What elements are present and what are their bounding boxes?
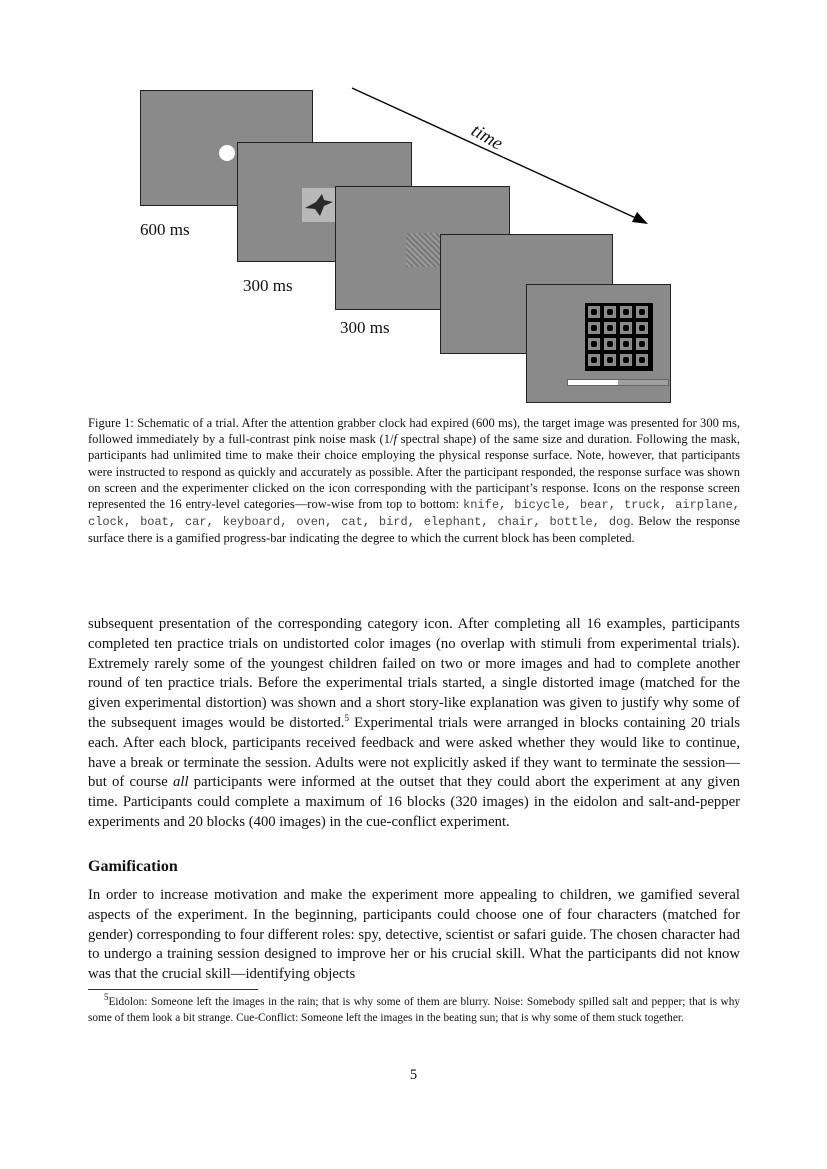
boat-icon <box>619 321 633 335</box>
section-heading-gamification: Gamification <box>88 858 178 875</box>
paragraph-gamification: In order to increase motivation and make the experiment more appealing to children, we gamified several aspects of the experiment. In the beginning, participants could choose one of four characters (matched for gender) corresponding to four different roles: spy, detective, scientist or safari guide. The chosen character had to undergo a training session designed to improve her or his crucial skill. What the participants did not know was that the crucial skill—identifying objects <box>88 887 740 983</box>
footnote-reference[interactable]: 5 <box>344 713 349 724</box>
dog-icon <box>635 353 649 367</box>
response-icon-grid <box>585 303 653 371</box>
keyboard-icon <box>587 337 601 351</box>
caption-text-2: spectral shape) of the same size and duration. Following the mask, participants had unlimited time to make their choice employing the physical response surface. Note, however, that participants were instructed to respond as quickly and accurately as possible. After the participant responded, the response surface was shown on screen and the experimenter clicked on the icon corresponding with the participant’s response. Icons on the response screen represented the 16 entry-level categories—row-wise from top to bottom: <box>88 432 740 512</box>
knife-icon <box>587 305 601 319</box>
cat-icon <box>619 337 633 351</box>
target-image-thumbnail <box>302 188 336 222</box>
bear-icon <box>619 305 633 319</box>
footnote-mark: 5 <box>104 992 109 1003</box>
duration-label-target: 300 ms <box>243 276 293 295</box>
footnote-text: Eidolon: Someone left the images in the rain; that is why some of them are blurry. Noise: Somebody spilled salt and pepper; that is why some of them look a bit strange. Cue-Conflict: Someone left the images in the beating sun; that is why some of them stuck together. <box>88 996 740 1024</box>
caption-text-3: . Below the response surface there is a gamified progress-bar indicating the degree to which the current block has been completed. <box>88 514 740 546</box>
progress-bar-track <box>567 379 669 386</box>
paragraph-procedure-part-b: Experimental trials were arranged in blocks containing 20 trials each. After each block, participants received feedback and were asked whether they would like to continue, have a break or terminate the session. Adults were not explicitly asked if they want to terminate the session—but of course <box>88 714 741 791</box>
oven-icon <box>603 337 617 351</box>
pink-noise-mask <box>406 233 440 267</box>
progress-bar-fill <box>568 380 618 385</box>
elephant-icon <box>587 353 601 367</box>
trial-schematic-figure <box>0 0 827 410</box>
bird-icon <box>635 337 649 351</box>
truck-icon <box>635 305 649 319</box>
car-icon <box>635 321 649 335</box>
bicycle-icon <box>603 305 617 319</box>
footnote-divider <box>88 989 258 990</box>
bottle-icon <box>619 353 633 367</box>
footnote <box>88 994 740 1026</box>
caption-category-list: knife, bicycle, bear, truck, airplane, clock, boat, car, keyboard, oven, cat, bird, elephant, chair, bottle, dog <box>88 498 740 530</box>
figure-caption <box>88 415 740 547</box>
duration-label-mask: 300 ms <box>340 318 390 337</box>
caption-text-1: Figure 1: Schematic of a trial. After the attention grabber clock had expired (600 ms), the target image was presented for 300 ms, followed immediately by a full-contrast pink noise mask (1/ <box>88 416 740 447</box>
attention-grabber-clock <box>219 145 235 161</box>
clock-icon <box>603 321 617 335</box>
response-surface-panel <box>526 284 671 403</box>
paragraph-procedure-part-a: subsequent presentation of the corresponding category icon. After completing all 16 examples, participants completed ten practice trials on undistorted color images (no overlap with stimuli from experimental trials). Extremely rarely some of the youngest children failed on two or more images and had to complete another round of ten practice trials. Before the experimental trials started, a single distorted image (matched for the given experimental distortion) was shown and a short story-like explanation was given to justify why some of the subsequent images would be distorted. <box>88 616 740 731</box>
caption-f-symbol: f <box>393 432 397 447</box>
duration-label-attention: 600 ms <box>140 220 190 239</box>
chair-icon <box>603 353 617 367</box>
emphasis-all: all <box>173 774 189 791</box>
paragraph-procedure-part-c: participants were informed at the outset that they could abort the experiment at any given time. Participants could complete a maximum of 16 blocks (320 images) in the eidolon and salt-and-pepper experiments and 20 blocks (400 images) in the cue-conflict experiment. <box>88 774 740 830</box>
airplane-icon <box>587 321 601 335</box>
paragraph-procedure <box>88 615 740 833</box>
time-label: time <box>467 120 507 155</box>
page-number: 5 <box>409 1067 418 1083</box>
